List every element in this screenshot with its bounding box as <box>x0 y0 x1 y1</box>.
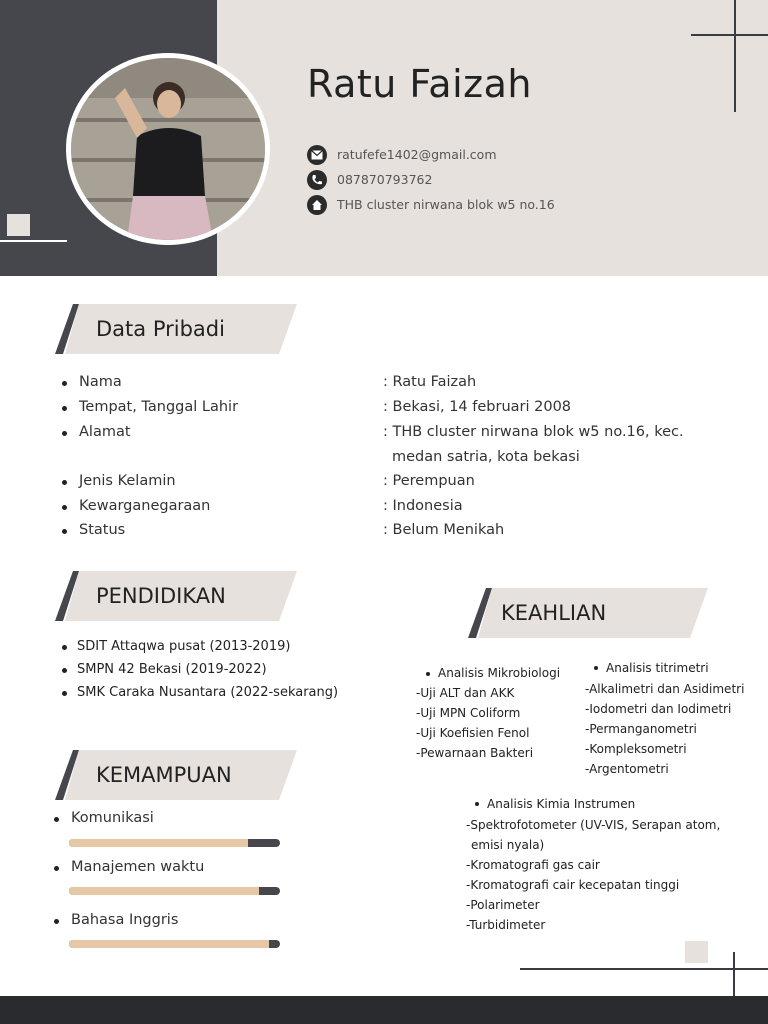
decor-square <box>7 214 30 236</box>
skill-label: Manajemen waktu <box>71 859 205 875</box>
skill-bar-fill <box>69 887 259 895</box>
avatar <box>71 58 265 240</box>
field-value: : Indonesia <box>383 498 463 514</box>
field-value-continued: medan satria, kota bekasi <box>392 449 580 465</box>
expertise-item: -Pewarnaan Bakteri <box>416 746 534 760</box>
profile-photo <box>66 53 270 245</box>
email-text: ratufefe1402@gmail.com <box>337 147 497 162</box>
expertise-item: -Kromatografi gas cair <box>466 858 600 872</box>
field-label: Tempat, Tanggal Lahir <box>79 399 239 415</box>
expertise-heading: Analisis Kimia Instrumen <box>487 797 636 811</box>
expertise-item: -Alkalimetri dan Asidimetri <box>585 682 745 696</box>
section-banner-keahlian <box>468 588 708 638</box>
footer-bar <box>0 996 768 1024</box>
bullet <box>62 406 67 411</box>
expertise-item: -Polarimeter <box>466 898 540 912</box>
section-title: KEAHLIAN <box>501 601 607 625</box>
bullet <box>54 866 59 871</box>
expertise-item: -Permanganometri <box>585 722 697 736</box>
expertise-item: -Uji ALT dan AKK <box>416 686 515 700</box>
field-label: Alamat <box>79 424 131 440</box>
expertise-item: -Spektrofotometer (UV-VIS, Serapan atom, <box>466 818 721 832</box>
bullet <box>62 431 67 436</box>
email-icon <box>307 145 327 165</box>
field-label: Kewarganegaraan <box>79 498 211 514</box>
decor-line <box>691 34 768 36</box>
header-light-panel <box>217 0 768 276</box>
decor-line <box>734 0 736 112</box>
decor-square <box>685 941 708 963</box>
expertise-item: -Argentometri <box>585 762 669 776</box>
section-title: PENDIDIKAN <box>96 584 226 608</box>
candidate-name: Ratu Faizah <box>307 62 532 106</box>
skill-bar <box>69 839 280 847</box>
field-value: : Belum Menikah <box>383 522 505 538</box>
decor-line <box>733 952 735 996</box>
field-value: : Bekasi, 14 februari 2008 <box>383 399 572 415</box>
decor-line <box>520 968 768 970</box>
field-value: : Perempuan <box>383 473 475 489</box>
skill-bar-fill <box>69 839 248 847</box>
section-title: KEMAMPUAN <box>96 763 232 787</box>
field-value: : Ratu Faizah <box>383 374 477 390</box>
expertise-item: -Iodometri dan Iodimetri <box>585 702 732 716</box>
section-banner-kemampuan <box>55 750 297 800</box>
field-label: Nama <box>79 374 122 390</box>
education-item: SMPN 42 Bekasi (2019-2022) <box>77 662 267 677</box>
bullet <box>62 480 67 485</box>
skill-label: Komunikasi <box>71 810 154 826</box>
field-label: Status <box>79 522 126 538</box>
expertise-item: -Kompleksometri <box>585 742 687 756</box>
decor-line <box>0 240 67 242</box>
bullet <box>426 672 430 676</box>
skill-label: Bahasa Inggris <box>71 912 179 928</box>
address-text: THB cluster nirwana blok w5 no.16 <box>337 197 555 212</box>
expertise-heading: Analisis titrimetri <box>606 661 709 675</box>
section-banner-data-pribadi <box>55 304 297 354</box>
field-value: : THB cluster nirwana blok w5 no.16, kec. <box>383 424 684 440</box>
bullet <box>54 919 59 924</box>
bullet <box>62 645 67 650</box>
section-banner-pendidikan <box>55 571 297 621</box>
education-item: SMK Caraka Nusantara (2022-sekarang) <box>77 685 339 700</box>
bullet <box>62 381 67 386</box>
bullet <box>54 817 59 822</box>
bullet <box>475 802 479 806</box>
section-title: Data Pribadi <box>96 317 225 341</box>
expertise-item: -Kromatografi cair kecepatan tinggi <box>466 878 680 892</box>
phone-icon <box>307 170 327 190</box>
field-label: Jenis Kelamin <box>79 473 176 489</box>
home-icon <box>307 195 327 215</box>
bullet <box>62 529 67 534</box>
education-item: SDIT Attaqwa pusat (2013-2019) <box>77 639 291 654</box>
bullet <box>62 505 67 510</box>
expertise-item: -Turbidimeter <box>466 918 546 932</box>
expertise-item: -Uji MPN Coliform <box>416 706 521 720</box>
bullet <box>62 668 67 673</box>
phone-text: 087870793762 <box>337 172 433 187</box>
expertise-item: emisi nyala) <box>471 838 545 852</box>
expertise-heading: Analisis Mikrobiologi <box>438 666 561 680</box>
bullet <box>594 666 598 670</box>
expertise-item: -Uji Koefisien Fenol <box>416 726 530 740</box>
skill-bar-fill <box>69 940 269 948</box>
bullet <box>62 691 67 696</box>
skill-bar <box>69 940 280 948</box>
skill-bar <box>69 887 280 895</box>
